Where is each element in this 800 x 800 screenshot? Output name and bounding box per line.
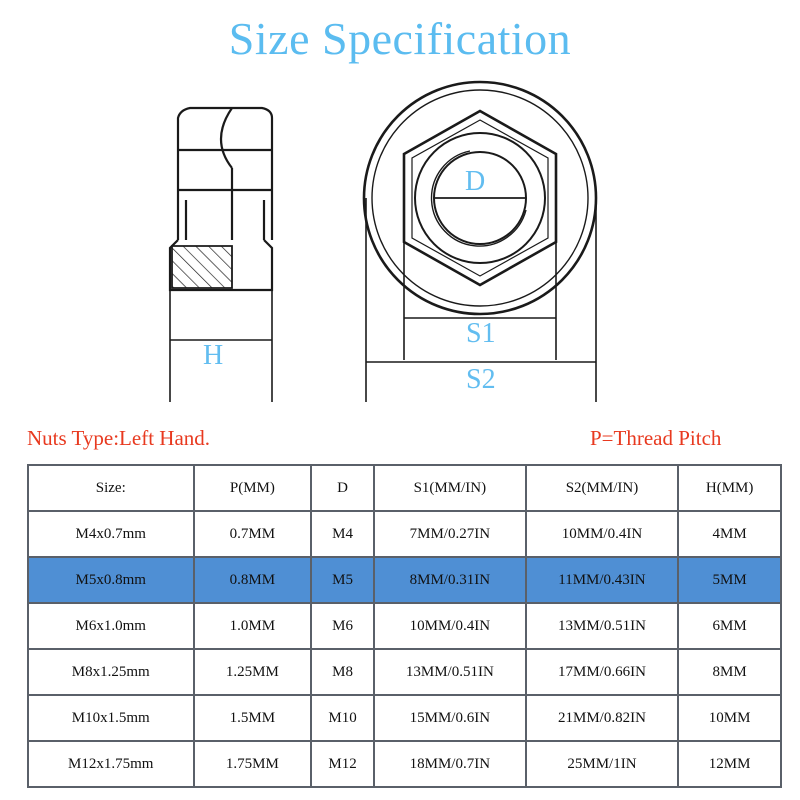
cell-size: M5x0.8mm [28, 557, 194, 603]
cell-h: 12MM [678, 741, 781, 787]
cell-size: M12x1.75mm [28, 741, 194, 787]
cell-h: 6MM [678, 603, 781, 649]
d-label: D [465, 166, 486, 197]
cell-s2: 10MM/0.4IN [526, 511, 679, 557]
cell-s1: 15MM/0.6IN [374, 695, 526, 741]
cell-h: 8MM [678, 649, 781, 695]
table-row-highlighted [28, 557, 781, 603]
s1-label: S1 [466, 318, 496, 349]
cell-pitch: 1.5MM [194, 695, 312, 741]
cell-pitch: 1.0MM [194, 603, 312, 649]
cell-d: M8 [311, 649, 374, 695]
cell-size: M4x0.7mm [28, 511, 194, 557]
cell-h: 4MM [678, 511, 781, 557]
cell-pitch: 0.8MM [194, 557, 312, 603]
cell-size: M10x1.5mm [28, 695, 194, 741]
table-header-row [28, 465, 781, 511]
table-row [28, 511, 781, 557]
nut-type-note: Nuts Type:Left Hand. [27, 426, 211, 450]
header-h: H(MM) [678, 465, 781, 511]
table-row [28, 695, 781, 741]
table-row [28, 603, 781, 649]
hatch-section [172, 246, 232, 288]
cell-h: 10MM [678, 695, 781, 741]
cell-d: M10 [311, 695, 374, 741]
cell-d: M12 [311, 741, 374, 787]
cell-pitch: 0.7MM [194, 511, 312, 557]
cell-s2: 25MM/1IN [526, 741, 679, 787]
front-view [364, 82, 596, 314]
s2-label: S2 [466, 364, 496, 395]
cell-size: M6x1.0mm [28, 603, 194, 649]
cell-s2: 13MM/0.51IN [526, 603, 679, 649]
cell-s2: 11MM/0.43IN [526, 557, 679, 603]
cell-d: M4 [311, 511, 374, 557]
thread-pitch-note: P=Thread Pitch [590, 426, 722, 450]
cell-s2: 17MM/0.66IN [526, 649, 679, 695]
cell-d: M6 [311, 603, 374, 649]
table-row [28, 649, 781, 695]
header-s2: S2(MM/IN) [526, 465, 679, 511]
cell-s1: 10MM/0.4IN [374, 603, 526, 649]
header-d: D [311, 465, 374, 511]
cell-s1: 18MM/0.7IN [374, 741, 526, 787]
cell-pitch: 1.25MM [194, 649, 312, 695]
h-label: H [203, 340, 224, 371]
cell-size: M8x1.25mm [28, 649, 194, 695]
cell-s1: 7MM/0.27IN [374, 511, 526, 557]
header-s1: S1(MM/IN) [374, 465, 526, 511]
header-size: Size: [28, 465, 194, 511]
cell-s1: 8MM/0.31IN [374, 557, 526, 603]
cell-s2: 21MM/0.82IN [526, 695, 679, 741]
cell-d: M5 [311, 557, 374, 603]
header-pitch: P(MM) [194, 465, 312, 511]
cell-h: 5MM [678, 557, 781, 603]
cell-s1: 13MM/0.51IN [374, 649, 526, 695]
table-row [28, 741, 781, 787]
page-title: Size Specification [228, 13, 572, 64]
cell-pitch: 1.75MM [194, 741, 312, 787]
spec-table [27, 464, 782, 788]
